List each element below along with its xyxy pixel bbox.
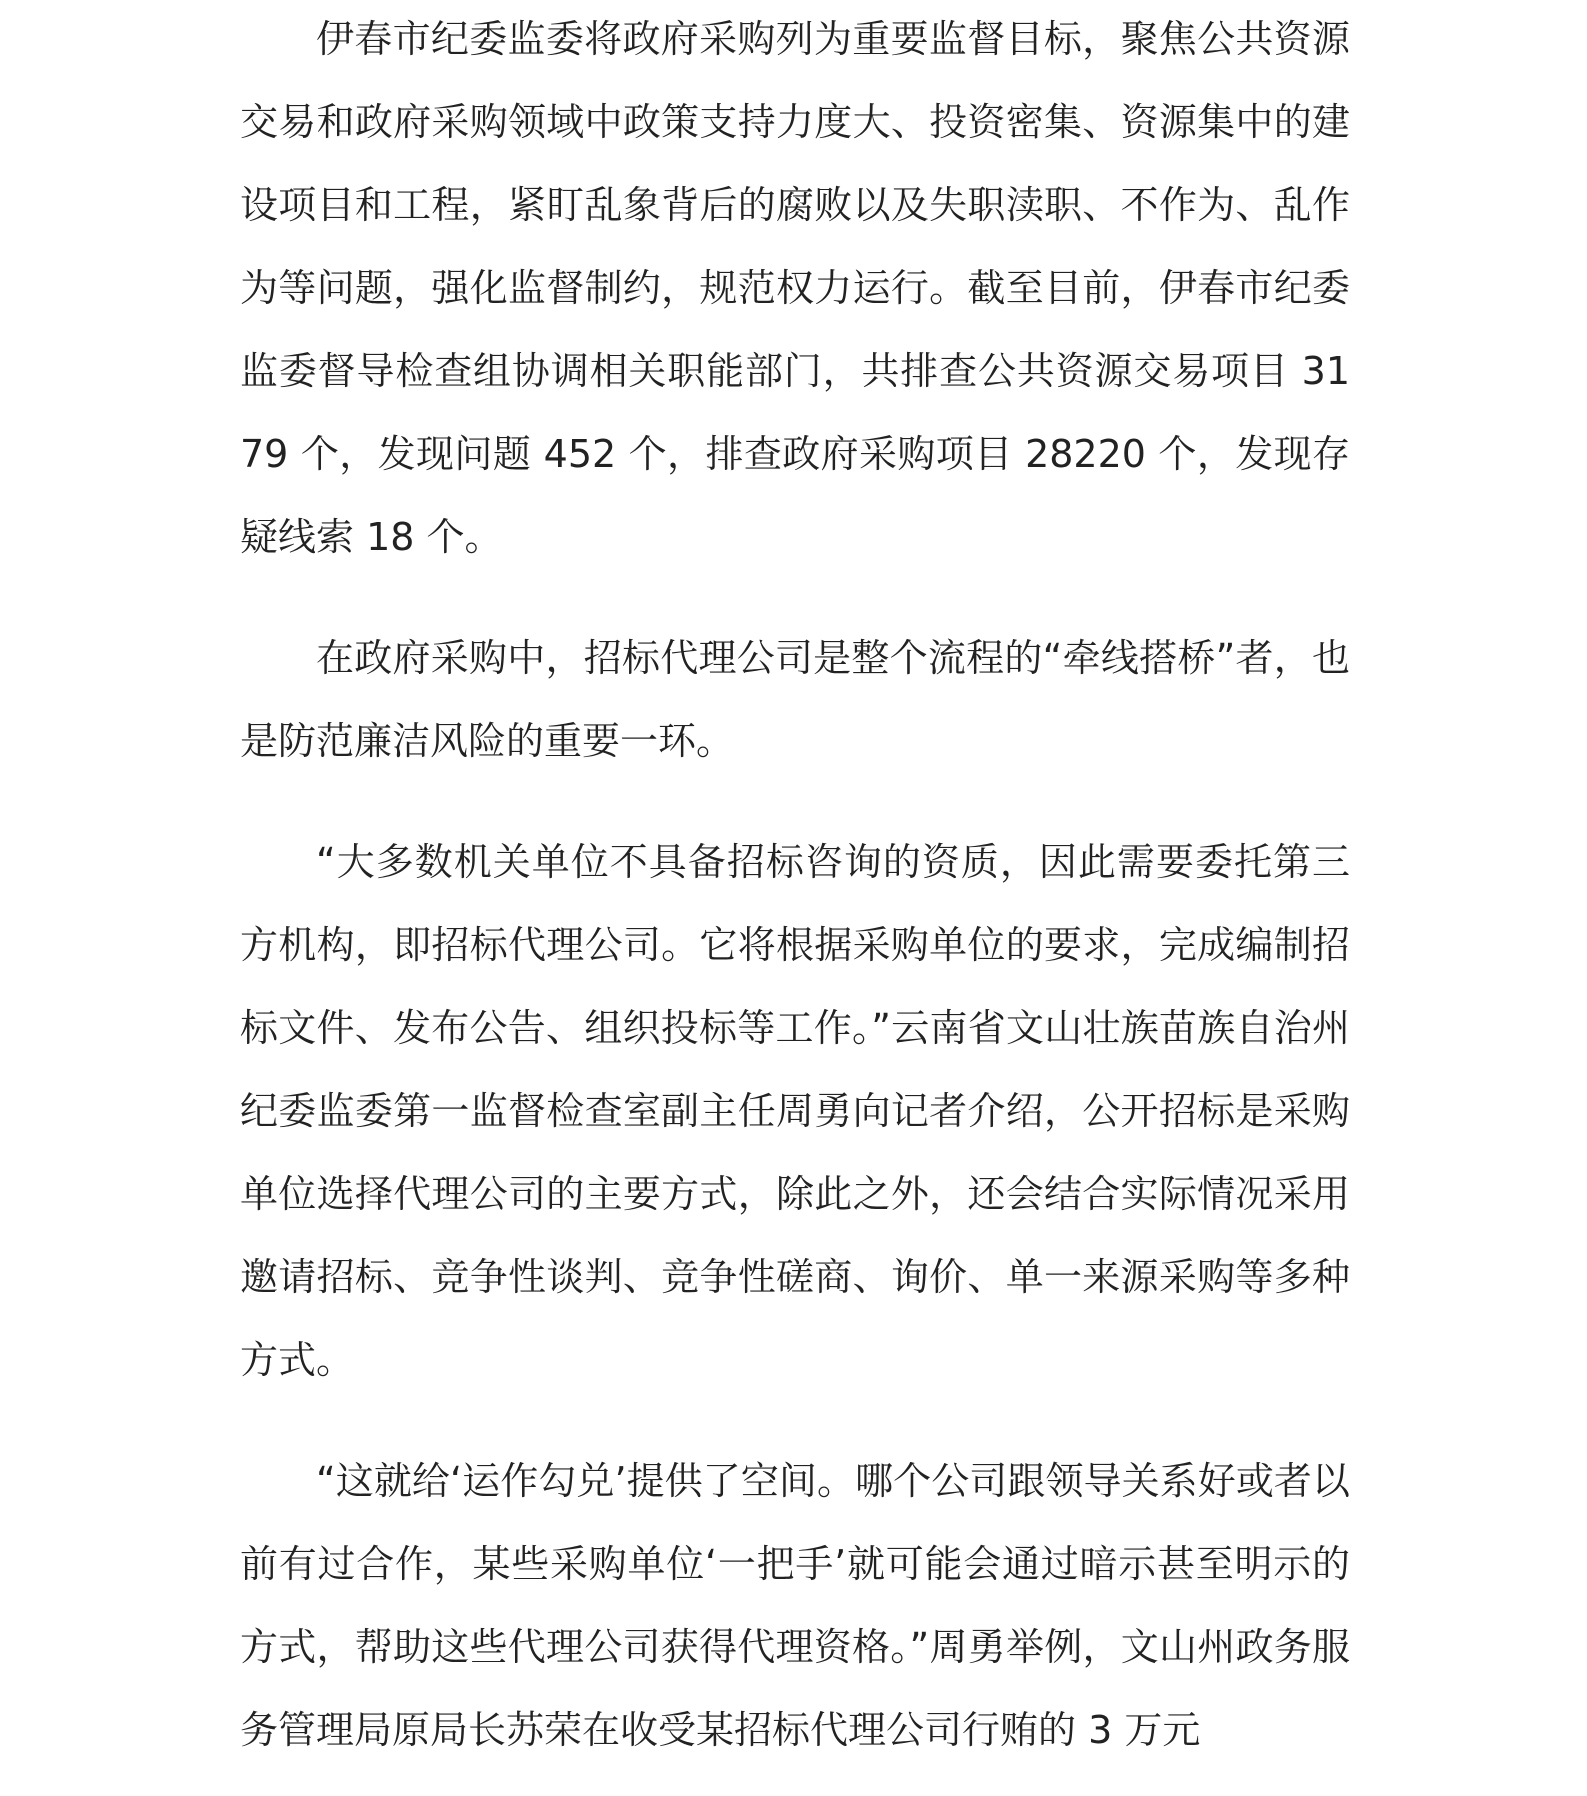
- paragraph: 在政府采购中，招标代理公司是整个流程的“牵线搭桥”者，也是防范廉洁风险的重要一环。: [240, 636, 1350, 763]
- paragraph: “大多数机关单位不具备招标咨询的资质，因此需要委托第三方机构，即招标代理公司。它将根据采购单位的要求，完成编制招标文件、发布公告、组织投标等工作。”云南省文山壮族苗族自治州纪委监委第一监督检查室副主任周勇向记者介绍，公开招标是采购单位选择代理公司的主要方式，除此之外，还会结合实际情况采用邀请招标、竞争性谈判、竞争性磋商、询价、单一来源采购等多种方式。: [240, 840, 1350, 1382]
- paragraph: “这就给‘运作勾兑’提供了空间。哪个公司跟领导关系好或者以前有过合作，某些采购单位‘一把手’就可能会通过暗示甚至明示的方式，帮助这些代理公司获得代理资格。”周勇举例，文山州政务服务管理局原局长苏荣在收受某招标代理公司行贿的 3 万元: [240, 1459, 1350, 1752]
- paragraph: 伊春市纪委监委将政府采购列为重要监督目标，聚焦公共资源交易和政府采购领域中政策支持力度大、投资密集、资源集中的建设项目和工程，紧盯乱象背后的腐败以及失职渎职、不作为、乱作为等问题，强化监督制约，规范权力运行。截至目前，伊春市纪委监委督导检查组协调相关职能部门，共排查公共资源交易项目 3179 个，发现问题 452 个，排查政府采购项目 28220 个，发现存疑线索 18 个。: [240, 17, 1350, 559]
- document-page: [240, 0, 1350, 1772]
